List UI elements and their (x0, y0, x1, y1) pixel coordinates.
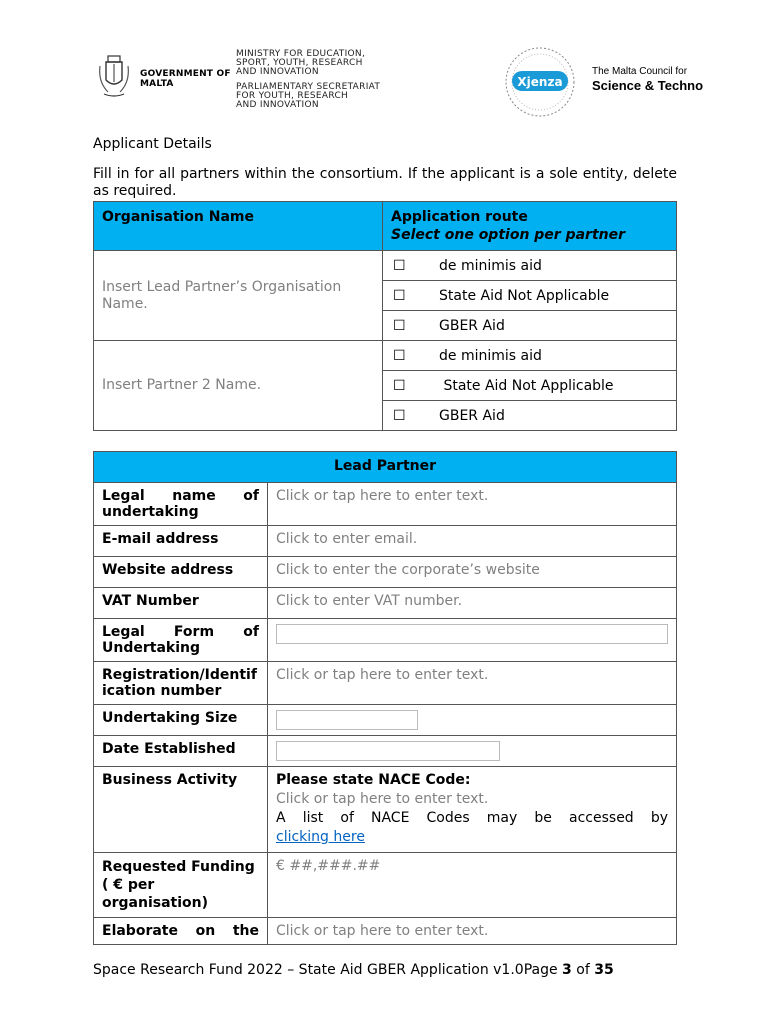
lead-partner-header: Lead Partner (94, 452, 677, 483)
page-total: 35 (594, 962, 614, 978)
checkbox-icon[interactable]: ☐ (393, 317, 406, 334)
legal-form-label: Legal Form of Undertaking (94, 619, 268, 662)
size-label: Undertaking Size (94, 705, 268, 736)
partner-2-name-field[interactable]: Insert Partner 2 Name. (94, 341, 383, 431)
malta-coat-of-arms-icon (96, 52, 132, 98)
lead-partner-name-field[interactable]: Insert Lead Partner’s Organisation Name. (94, 251, 383, 341)
nace-code-field[interactable]: Click or tap here to enter text. (276, 791, 489, 807)
requested-funding-label: Requested Funding ( € per organisation) (94, 853, 268, 918)
option-state-aid-not-applicable[interactable]: ☐ State Aid Not Applicable (383, 281, 677, 311)
requested-funding-field[interactable]: € ##,###.## (268, 853, 677, 918)
email-label: E-mail address (94, 526, 268, 557)
page-header (92, 44, 732, 124)
legal-form-cell (268, 619, 677, 662)
elaborate-label: Elaborate on the (94, 918, 268, 945)
email-field[interactable]: Click to enter email. (268, 526, 677, 557)
page-number: 3 (562, 962, 572, 978)
checkbox-icon[interactable]: ☐ (393, 377, 406, 394)
checkbox-icon[interactable]: ☐ (393, 407, 406, 424)
date-established-picker[interactable] (276, 741, 500, 761)
intro-text: Fill in for all partners within the consortium. If the applicant is a sole entity, delete as required. (93, 166, 677, 199)
legal-name-field[interactable]: Click or tap here to enter text. (268, 483, 677, 526)
website-label: Website address (94, 557, 268, 588)
ministry-text: MINISTRY FOR EDUCATION, SPORT, YOUTH, RESEARCH AND INNOVATION PARLIAMENTARY SECRETARIAT FOR YOUTH, RESEARCH AND INNOVATION (236, 49, 381, 110)
vat-field[interactable]: Click to enter VAT number. (268, 588, 677, 619)
checkbox-icon[interactable]: ☐ (393, 257, 406, 274)
legal-name-label: Legal name of undertaking (94, 483, 268, 526)
lead-partner-table (93, 451, 677, 945)
business-activity-cell (268, 767, 677, 853)
date-cell (268, 736, 677, 767)
nace-list-text: A list of NACE Codes may be accessed by (276, 810, 668, 826)
elaborate-field[interactable]: Click or tap here to enter text. (268, 918, 677, 945)
business-activity-label: Business Activity (94, 767, 268, 853)
application-route-table (93, 201, 677, 431)
date-label: Date Established (94, 736, 268, 767)
organisation-name-header: Organisation Name (94, 202, 383, 251)
government-of-malta-text: GOVERNMENT OF MALTA (140, 69, 231, 89)
option-gber-aid[interactable]: ☐ GBER Aid (383, 401, 677, 431)
checkbox-icon[interactable]: ☐ (393, 287, 406, 304)
nace-codes-link[interactable]: clicking here (276, 829, 365, 845)
mcst-logo: The Malta Council for Science & Techno (592, 66, 704, 93)
option-de-minimis[interactable]: ☐ de minimis aid (383, 251, 677, 281)
vat-label: VAT Number (94, 588, 268, 619)
nace-prompt: Please state NACE Code: (276, 772, 471, 788)
svg-text:Xjenza: Xjenza (517, 75, 563, 89)
website-field[interactable]: Click to enter the corporate’s website (268, 557, 677, 588)
registration-label: Registration/Identification number (94, 662, 268, 705)
section-title: Applicant Details (93, 136, 212, 152)
footer-text: Space Research Fund 2022 – State Aid GBER Application v1.0Page (93, 962, 563, 978)
xjenza-logo-icon (502, 44, 578, 120)
application-route-header: Application route Select one option per partner (383, 202, 677, 251)
option-de-minimis[interactable]: ☐ de minimis aid (383, 341, 677, 371)
legal-form-dropdown[interactable] (276, 624, 668, 644)
option-gber-aid[interactable]: ☐ GBER Aid (383, 311, 677, 341)
page-footer: Space Research Fund 2022 – State Aid GBER Application v1.0Page 3 of 35 (93, 962, 614, 978)
size-cell (268, 705, 677, 736)
undertaking-size-dropdown[interactable] (276, 710, 418, 730)
option-state-aid-not-applicable[interactable]: ☐ State Aid Not Applicable (383, 371, 677, 401)
checkbox-icon[interactable]: ☐ (393, 347, 406, 364)
registration-field[interactable]: Click or tap here to enter text. (268, 662, 677, 705)
